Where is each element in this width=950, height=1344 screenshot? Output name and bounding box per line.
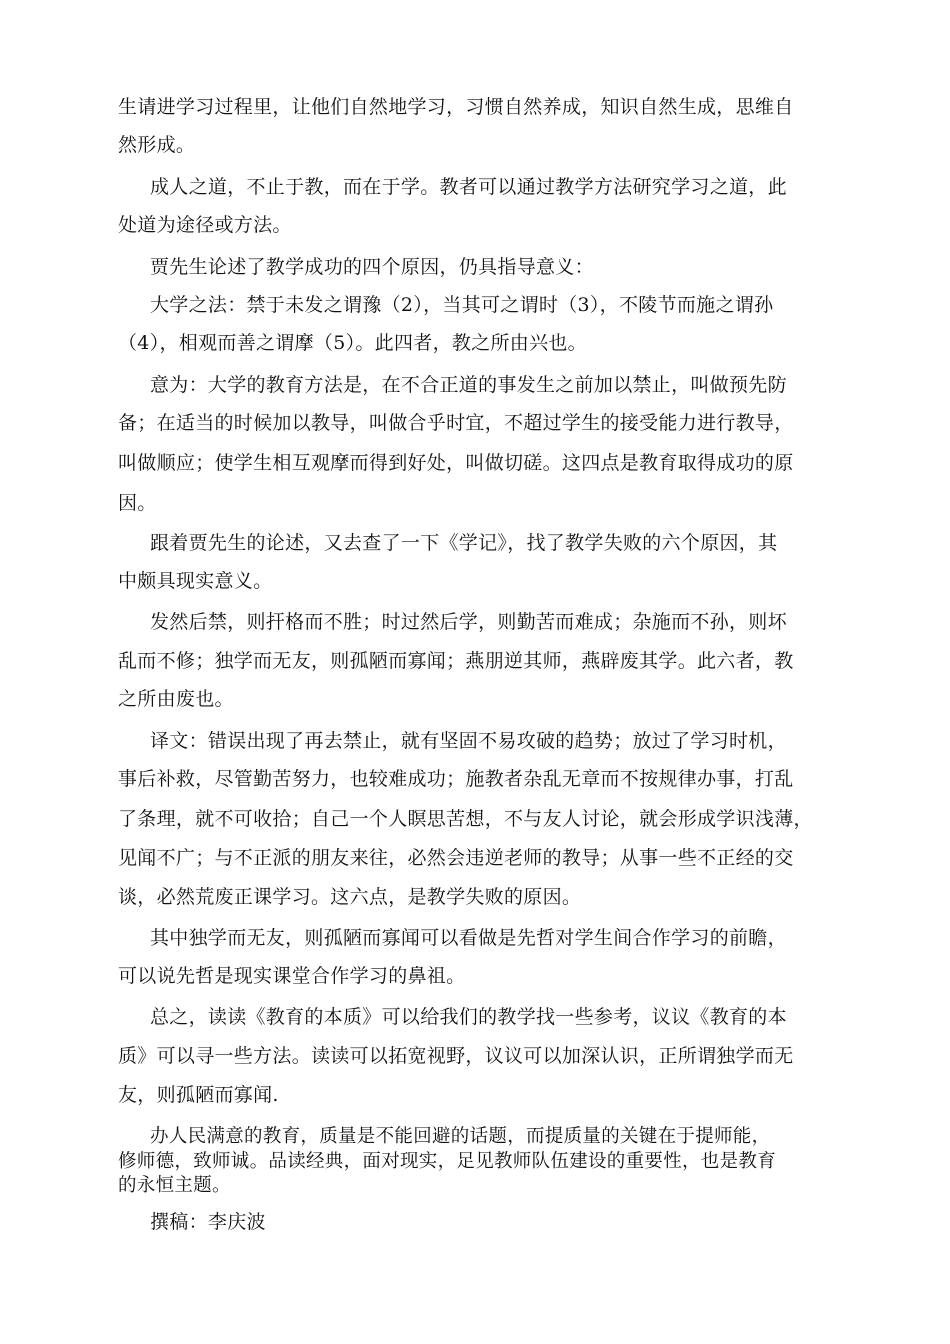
text-line: 总之，读读《教育的本质》可以给我们的教学找一些参考，议议《教育的本 [150,1006,787,1028]
text-line: 的永恒主题。 [118,1175,231,1196]
text-line: 然形成。 [118,134,196,156]
text-line: （4），相观而善之谓摩（5）。此四者，教之所由兴也。 [118,332,587,354]
text-line: 大学之法：禁于未发之谓豫（2），当其可之谓时（3），不陵节而施之谓孙 [150,294,774,316]
text-line: 友，则孤陋而寡闻. [118,1084,279,1106]
text-line: 中颇具现实意义。 [118,570,273,592]
text-line: 贾先生论述了教学成功的四个原因，仍具指导意义： [150,256,594,278]
text-line: 见闻不广；与不正派的朋友来往，必然会违逆老师的教导；从事一些不正经的交 [118,847,794,869]
text-line: 成人之道，不止于教，而在于学。教者可以通过教学方法研究学习之道，此 [150,176,787,198]
text-line: 谈，必然荒废正课学习。这六点，是教学失败的原因。 [118,886,582,908]
text-line: 意为：大学的教育方法是，在不合正道的事发生之前加以禁止，叫做预先防 [150,374,787,396]
text-line: 发然后禁，则扞格而不胜；时过然后学，则勤苦而难成；杂施而不孙，则坏 [150,611,787,633]
text-line: 可以说先哲是现实课堂合作学习的鼻祖。 [118,965,466,987]
text-line: 乱而不修；独学而无友，则孤陋而寡闻；燕朋逆其师，燕辟废其学。此六者，教 [118,650,794,672]
text-line: 因。 [118,492,157,514]
text-line: 处道为途径或方法。 [118,214,292,236]
text-line: 办人民满意的教育，质量是不能回避的话题，而提质量的关键在于提师能， [150,1126,771,1147]
text-line: 修师德，致师诚。品读经典，面对现实，足见教师队伍建设的重要性，也是教育 [118,1151,777,1172]
text-line: 叫做顺应；使学生相互观摩而得到好处，叫做切磋。这四点是教育取得成功的原 [118,452,794,474]
text-line: 之所由废也。 [118,688,234,710]
text-line: 备；在适当的时候加以教导，叫做合乎时宜，不超过学生的接受能力进行教导， [118,412,794,434]
text-line: 事后补救，尽管勤苦努力，也较难成功；施教者杂乱无章而不按规律办事，打乱 [118,768,794,790]
text-line: 其中独学而无友，则孤陋而寡闻可以看做是先哲对学生间合作学习的前瞻， [150,927,787,949]
text-line: 了条理，就不可收拾；自己一个人瞑思苦想，不与友人讨论，就会形成学识浅薄， [118,808,813,830]
text-line: 质》可以寻一些方法。读读可以拓宽视野，议议可以加深认识，正所谓独学而无 [118,1045,794,1067]
author-credit: 撰稿：李庆波 [150,1211,266,1233]
text-line: 生请进学习过程里，让他们自然地学习，习惯自然养成，知识自然生成，思维自 [118,96,794,118]
text-line: 译文：错误出现了再去禁止，就有坚固不易攻破的趋势；放过了学习时机， [150,730,787,752]
text-line: 跟着贾先生的论述，又去查了一下《学记》，找了教学失败的六个原因，其 [150,532,778,554]
